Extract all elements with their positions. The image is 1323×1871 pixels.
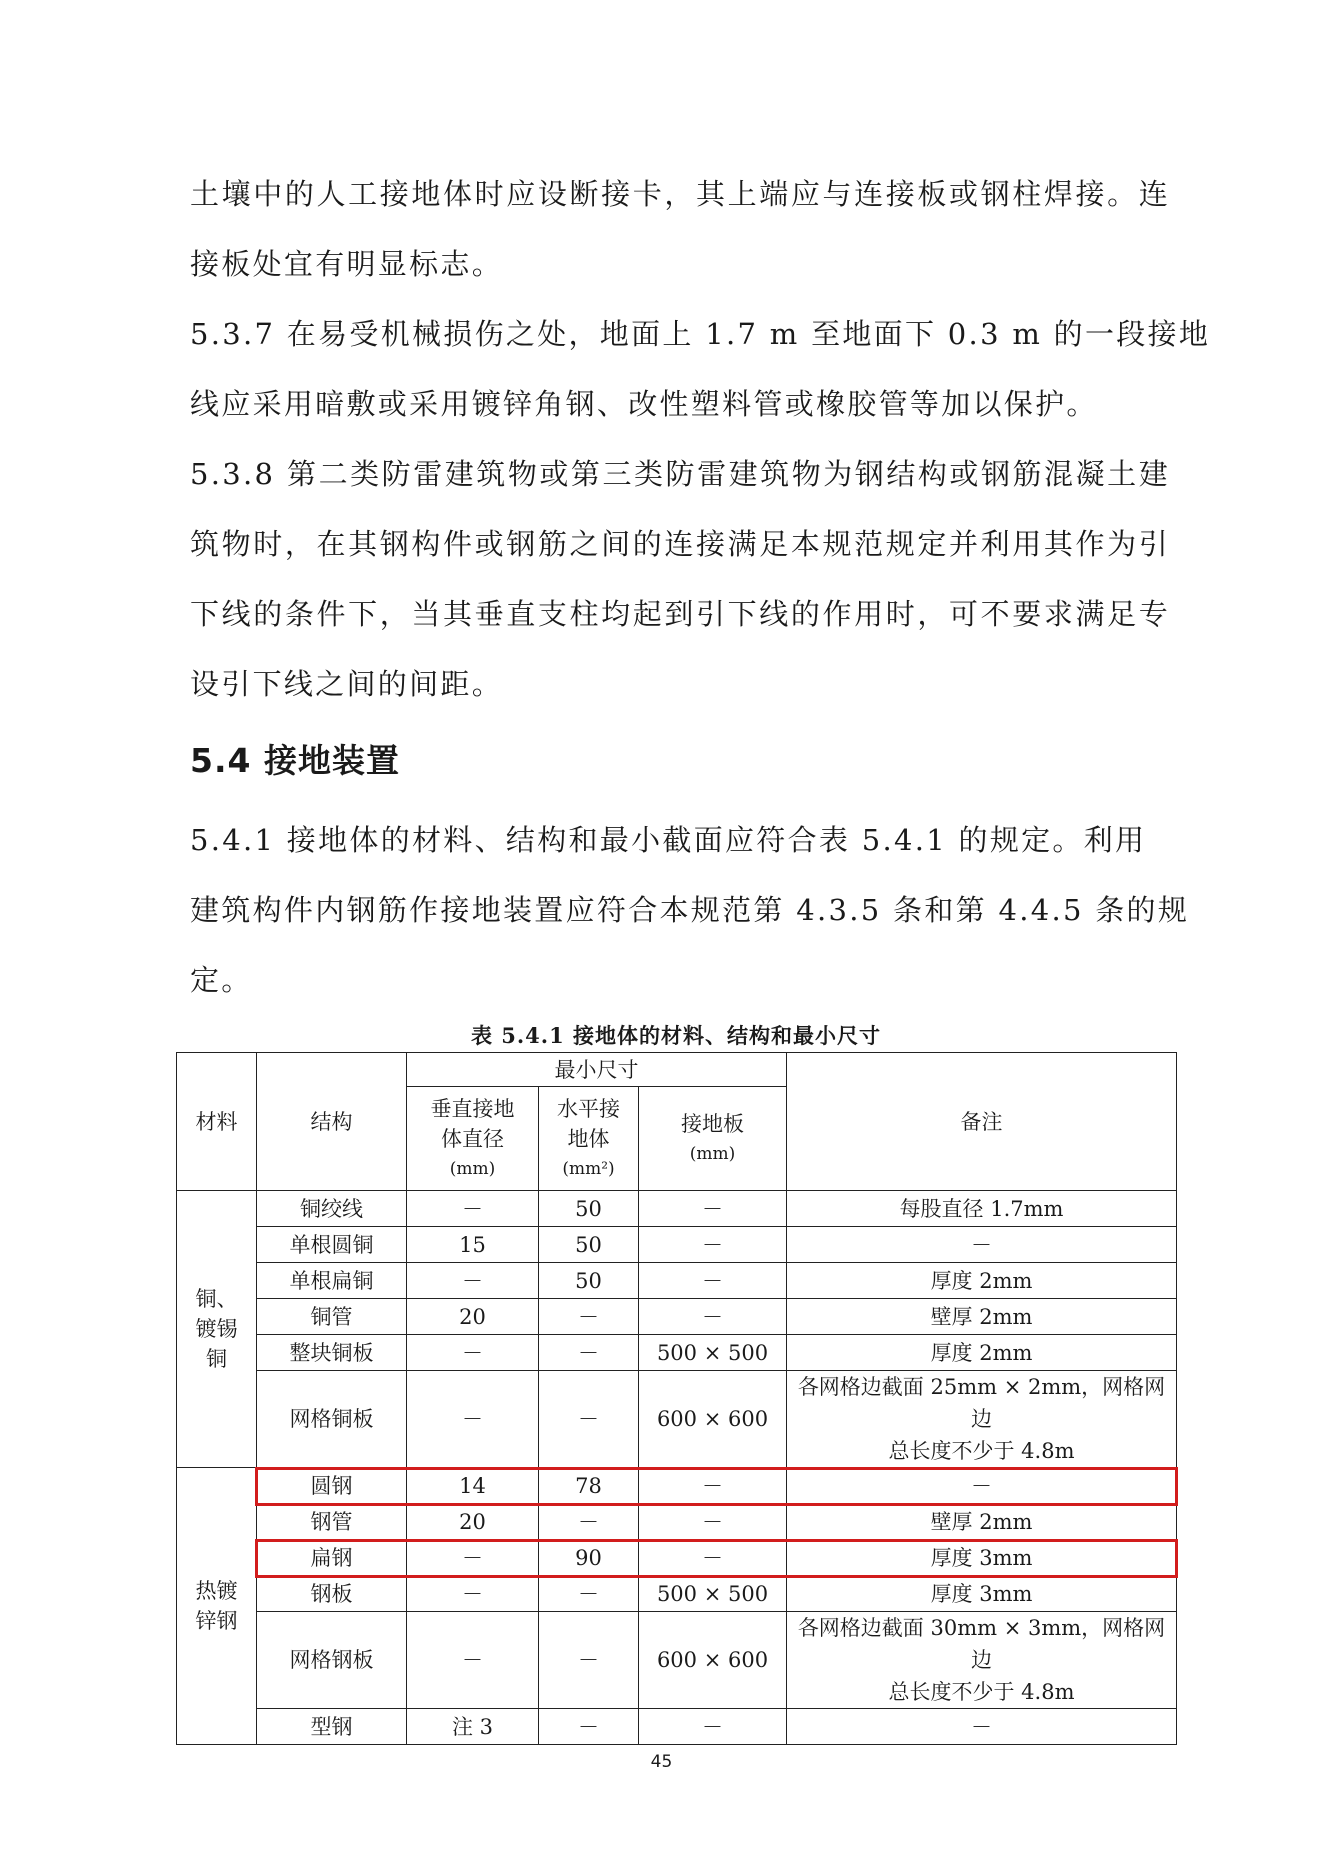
- vertical-cell: －: [407, 1576, 539, 1612]
- header-horizontal-section: [539, 1087, 639, 1191]
- structure-cell: 铜管: [257, 1299, 407, 1335]
- table-row: [177, 1612, 1177, 1709]
- material-line: 热镀: [195, 1579, 238, 1603]
- text-line: 土壤中的人工接地体时应设断接卡，其上端应与连接板或钢柱焊接。连: [190, 177, 1170, 211]
- header-unit: (mm²): [562, 1158, 615, 1179]
- table-row: [177, 1540, 1177, 1576]
- header-line: 垂直接地: [430, 1096, 515, 1121]
- horizontal-cell: 90: [539, 1540, 639, 1576]
- remark-cell: 壁厚 2mm: [787, 1299, 1177, 1335]
- material-line: 铜: [206, 1347, 227, 1371]
- plate-cell: －: [639, 1191, 787, 1227]
- remark-cell: 厚度 3mm: [787, 1576, 1177, 1612]
- text-line: 接板处宜有明显标志。: [190, 247, 504, 281]
- remark-cell: 厚度 2mm: [787, 1335, 1177, 1371]
- remark-cell: －: [787, 1709, 1177, 1745]
- header-min-size: 最小尺寸: [407, 1053, 787, 1087]
- vertical-cell: 20: [407, 1504, 539, 1540]
- vertical-cell: －: [407, 1263, 539, 1299]
- remark-cell: －: [787, 1468, 1177, 1504]
- remark-cell: 厚度 2mm: [787, 1263, 1177, 1299]
- structure-cell: 扁钢: [257, 1540, 407, 1576]
- header-line: 水平接: [557, 1096, 620, 1121]
- structure-cell: 网格铜板: [257, 1371, 407, 1468]
- text-line: 建筑构件内钢筋作接地装置应符合本规范第 4.3.5 条和第 4.4.5 条的规: [190, 893, 1190, 927]
- header-line: 接地板: [681, 1111, 744, 1136]
- remark-line: 各网格边截面 30mm × 3mm，网格网边: [797, 1616, 1166, 1672]
- structure-cell: 单根扁铜: [257, 1263, 407, 1299]
- horizontal-cell: －: [539, 1504, 639, 1540]
- page-number: 45: [650, 1752, 673, 1772]
- vertical-cell: －: [407, 1191, 539, 1227]
- material-line: 铜、: [195, 1287, 238, 1311]
- structure-cell: 单根圆铜: [257, 1227, 407, 1263]
- remark-cell: [787, 1371, 1177, 1468]
- vertical-cell: 20: [407, 1299, 539, 1335]
- material-cell-copper: [177, 1191, 257, 1468]
- remark-line: 总长度不少于 4.8m: [888, 1439, 1075, 1463]
- plate-cell: 500 × 500: [639, 1576, 787, 1612]
- plate-cell: －: [639, 1227, 787, 1263]
- header-line: 体直径: [441, 1126, 504, 1151]
- structure-cell: 整块铜板: [257, 1335, 407, 1371]
- table-row: [177, 1335, 1177, 1371]
- header-unit: (mm): [449, 1158, 496, 1179]
- text-line: 筑物时，在其钢构件或钢筋之间的连接满足本规范规定并利用其作为引: [190, 527, 1170, 561]
- text-line: 下线的条件下，当其垂直支柱均起到引下线的作用时，可不要求满足专: [190, 597, 1170, 631]
- plate-cell: －: [639, 1504, 787, 1540]
- header-structure: 结构: [257, 1053, 407, 1191]
- remark-cell: 壁厚 2mm: [787, 1504, 1177, 1540]
- body-paragraph-5-4-1: [190, 805, 1190, 1015]
- material-line: 锌钢: [195, 1609, 238, 1633]
- vertical-cell: －: [407, 1371, 539, 1468]
- text-line: 5.3.8 第二类防雷建筑物或第三类防雷建筑物为钢结构或钢筋混凝土建: [190, 457, 1170, 491]
- horizontal-cell: 50: [539, 1227, 639, 1263]
- text-line: 设引下线之间的间距。: [190, 667, 504, 701]
- text-line: 线应采用暗敷或采用镀锌角钢、改性塑料管或橡胶管等加以保护。: [190, 387, 1098, 421]
- table-row: [177, 1263, 1177, 1299]
- vertical-cell: －: [407, 1540, 539, 1576]
- table-row: [177, 1468, 1177, 1504]
- structure-cell: 网格钢板: [257, 1612, 407, 1709]
- table-row: [177, 1299, 1177, 1335]
- vertical-cell: －: [407, 1335, 539, 1371]
- body-paragraph-5-3: [190, 159, 1211, 719]
- vertical-cell: 14: [407, 1468, 539, 1504]
- table-row: [177, 1576, 1177, 1612]
- plate-cell: －: [639, 1299, 787, 1335]
- remark-cell: －: [787, 1227, 1177, 1263]
- header-line: 地体: [567, 1126, 610, 1151]
- header-vertical-diameter: [407, 1087, 539, 1191]
- horizontal-cell: 50: [539, 1191, 639, 1227]
- material-cell-galvanized-steel: [177, 1468, 257, 1745]
- horizontal-cell: －: [539, 1709, 639, 1745]
- text-line: 5.4.1 接地体的材料、结构和最小截面应符合表 5.4.1 的规定。利用: [190, 823, 1147, 857]
- header-plate: [639, 1087, 787, 1191]
- structure-cell: 铜绞线: [257, 1191, 407, 1227]
- header-remark: 备注: [787, 1053, 1177, 1191]
- structure-cell: 钢板: [257, 1576, 407, 1612]
- text-line: 5.3.7 在易受机械损伤之处，地面上 1.7 m 至地面下 0.3 m 的一段接地: [190, 317, 1211, 351]
- horizontal-cell: 50: [539, 1263, 639, 1299]
- remark-cell: [787, 1612, 1177, 1709]
- horizontal-cell: －: [539, 1371, 639, 1468]
- horizontal-cell: －: [539, 1299, 639, 1335]
- structure-cell: 钢管: [257, 1504, 407, 1540]
- table-caption: 表 5.4.1 接地体的材料、结构和最小尺寸: [470, 1023, 882, 1048]
- horizontal-cell: 78: [539, 1468, 639, 1504]
- structure-cell: 型钢: [257, 1709, 407, 1745]
- remark-line: 总长度不少于 4.8m: [888, 1680, 1075, 1704]
- material-line: 镀锡: [195, 1317, 238, 1341]
- horizontal-cell: －: [539, 1335, 639, 1371]
- horizontal-cell: －: [539, 1576, 639, 1612]
- plate-cell: －: [639, 1540, 787, 1576]
- plate-cell: 600 × 600: [639, 1612, 787, 1709]
- vertical-cell: －: [407, 1612, 539, 1709]
- table-row: [177, 1709, 1177, 1745]
- plate-cell: －: [639, 1709, 787, 1745]
- table-row: [177, 1227, 1177, 1263]
- plate-cell: －: [639, 1468, 787, 1504]
- remark-cell: 每股直径 1.7mm: [787, 1191, 1177, 1227]
- table-row: [177, 1371, 1177, 1468]
- table-row: [177, 1504, 1177, 1540]
- table-row: [177, 1191, 1177, 1227]
- vertical-cell: 注 3: [407, 1709, 539, 1745]
- header-material: 材料: [177, 1053, 257, 1191]
- plate-cell: －: [639, 1263, 787, 1299]
- vertical-cell: 15: [407, 1227, 539, 1263]
- structure-cell: 圆钢: [257, 1468, 407, 1504]
- table-header-row: [177, 1053, 1177, 1087]
- plate-cell: 500 × 500: [639, 1335, 787, 1371]
- horizontal-cell: －: [539, 1612, 639, 1709]
- remark-line: 各网格边截面 25mm × 2mm，网格网边: [797, 1375, 1166, 1431]
- text-line: 定。: [190, 963, 253, 997]
- plate-cell: 600 × 600: [639, 1371, 787, 1468]
- remark-cell: 厚度 3mm: [787, 1540, 1177, 1576]
- section-heading: 5.4 接地装置: [190, 741, 400, 780]
- grounding-materials-table: [176, 1052, 1177, 1745]
- header-unit: (mm): [689, 1143, 736, 1164]
